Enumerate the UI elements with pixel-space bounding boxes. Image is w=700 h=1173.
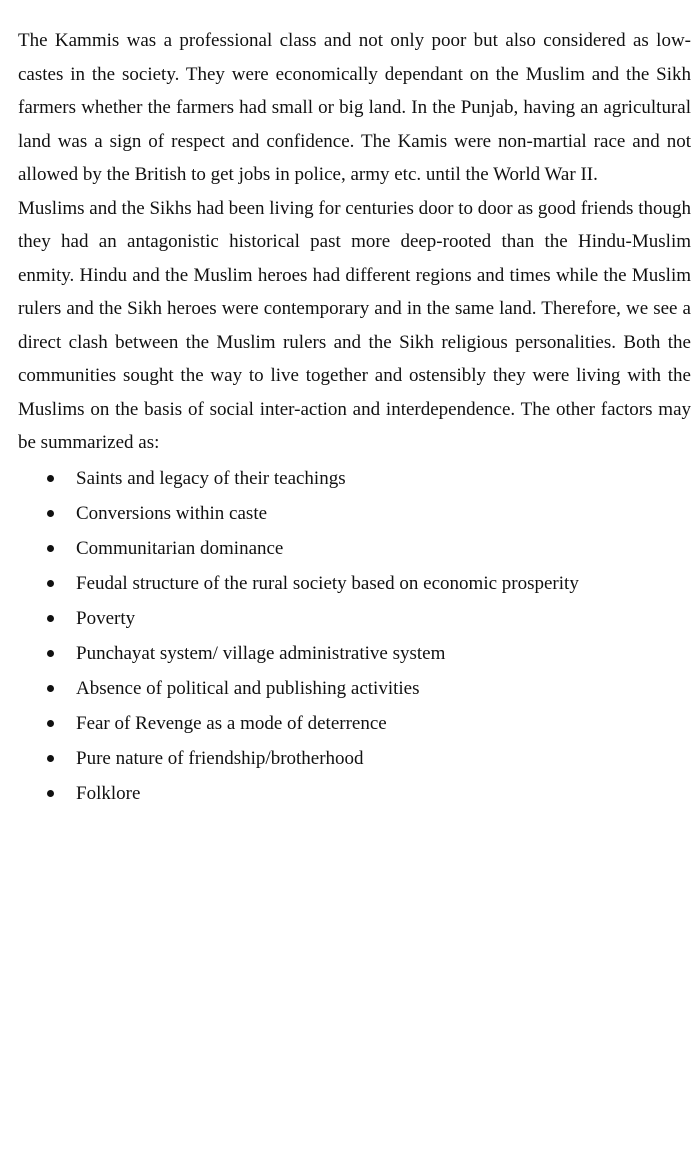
list-item-text: Poverty <box>76 607 136 629</box>
list-item-text: Fear of Revenge as a mode of deterrence <box>76 712 387 734</box>
list-item-text: Conversions within caste <box>76 502 268 524</box>
paragraph-muslims-sikhs: Muslims and the Sikhs had been living for centuries door to door as good friends though they had an antagonistic historical past more deep-rooted than the Hindu-Muslim enmity. Hindu and the Muslim heroes had different regions and times while the Muslim rulers and the Sikh heroes were contemporary and in the same land. Therefore, we see a direct clash between the Muslim rulers and the Sikh religious personalities. Both the communities sought the way to live together and ostensibly they were living with the Muslims on the basis of social inter-action and interdependence. The other factors may be summarized as: <box>18 197 691 453</box>
list-item-text: Folklore <box>76 782 141 804</box>
list-item-text: Punchayat system/ village administrative system <box>76 642 446 664</box>
bullet-icon <box>47 650 54 657</box>
list-item <box>18 461 691 496</box>
list-item <box>18 601 691 636</box>
bullet-icon <box>47 475 54 482</box>
bullet-icon <box>47 580 54 587</box>
document-body <box>18 24 691 811</box>
list-item <box>18 496 691 531</box>
bullet-icon <box>47 510 54 517</box>
factors-list <box>18 461 691 811</box>
bullet-icon <box>47 720 54 727</box>
bullet-icon <box>47 685 54 692</box>
bullet-icon <box>47 755 54 762</box>
list-item <box>18 671 691 706</box>
list-item-text: Communitarian dominance <box>76 537 284 559</box>
list-item <box>18 531 691 566</box>
bullet-icon <box>47 615 54 622</box>
list-item <box>18 776 691 811</box>
list-item-text: Pure nature of friendship/brotherhood <box>76 747 364 769</box>
list-item <box>18 706 691 741</box>
list-item-text: Feudal structure of the rural society based on economic prosperity <box>76 572 579 594</box>
list-item <box>18 741 691 776</box>
bullet-icon <box>47 545 54 552</box>
paragraph-kammis: The Kammis was a professional class and not only poor but also considered as low-castes in the society. They were economically dependant on the Muslim and the Sikh farmers whether the farmers had small or big land. In the Punjab, having an agricultural land was a sign of respect and confidence. The Kamis were non-martial race and not allowed by the British to get jobs in police, army etc. until the World War II. <box>18 30 691 185</box>
list-item <box>18 636 691 671</box>
list-item-text: Saints and legacy of their teachings <box>76 467 346 489</box>
list-item-text: Absence of political and publishing activities <box>76 677 420 699</box>
list-item <box>18 566 691 601</box>
bullet-icon <box>47 790 54 797</box>
